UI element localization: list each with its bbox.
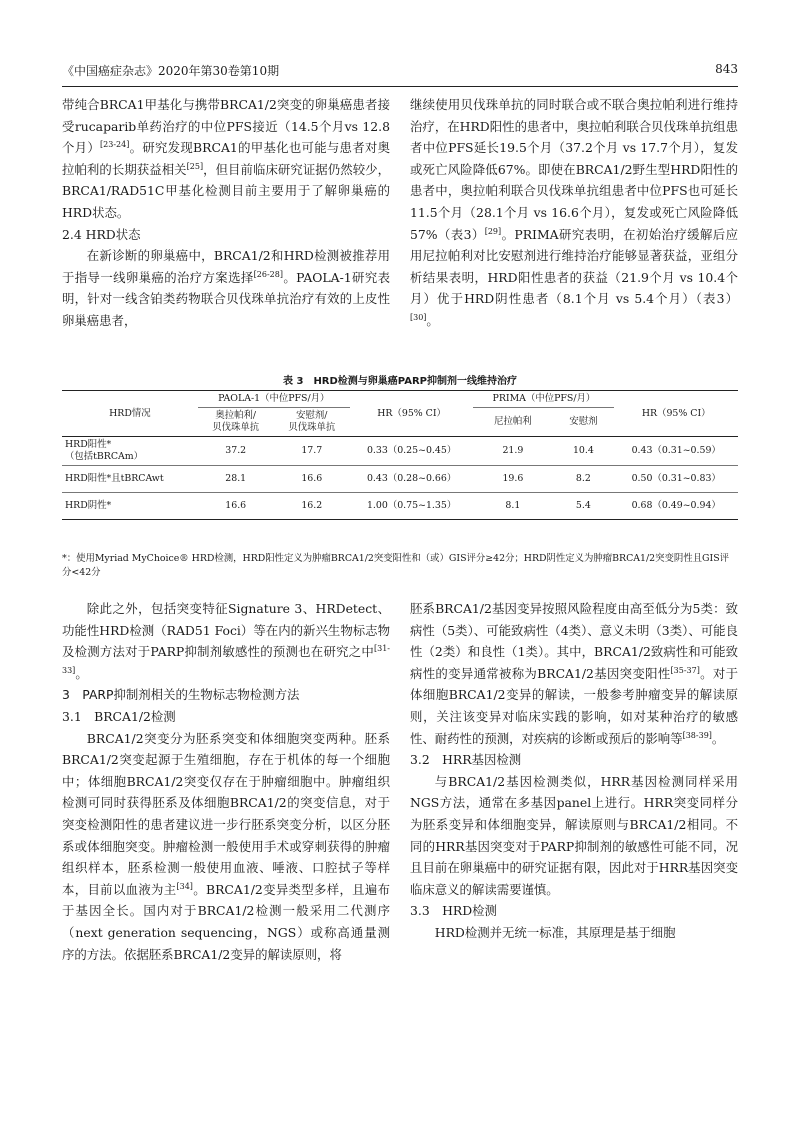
section-heading-3: 3 PARP抑制剂相关的生物标志物检测方法 (62, 687, 300, 703)
paragraph: 带纯合BRCA1甲基化与携带BRCA1/2突变的卵巢癌患者接受rucaparib单药治疗的中位PFS接近（14.5个月vs 12.8个月）[23-24]。研究发现BRCA1的甲基化也可能与患者对奥拉帕利的长期获益相关[25]，但目前临床研究证据仍然较少，BRCA1/RAD51C甲基化检测目前主要用于了解卵巢癌的HRD状态。 (62, 97, 391, 220)
paragraph: 胚系BRCA1/2基因变异按照风险程度由高至低分为5类：致病性（5类）、可能致病性（4类）、意义未明（3类）、可能良性（2类）和良性（1类）。其中，BRCA1/2致病性和可能致病性的变异通常被称为BRCA1/2基因突变阳性[35-37]。对于体细胞BRCA1/2变异的解读，一般参考肿瘤变异的解读原则，关注该变异对临床实践的影响，如对某种治疗的敏感性、耐药性的预测，对疾病的诊断或预后的影响等[38-39]。 (410, 601, 738, 746)
col-header-hr2: HR（95% CI） (614, 391, 738, 437)
group-header-paola: PAOLA-1（中位PFS/月） (198, 391, 350, 408)
col-header-olaparib: 奥拉帕利/ 贝伐珠单抗 (198, 408, 274, 437)
journal-title: 《中国癌症杂志》2020年第30卷第10期 (62, 64, 280, 78)
col-header-hrd: HRD情况 (62, 391, 198, 437)
group-header-prima: PRIMA（中位PFS/月） (473, 391, 614, 408)
left-column-lower (62, 598, 390, 965)
col-header-niraparib: 尼拉帕利 (473, 408, 552, 437)
paragraph: BRCA1/2突变分为胚系突变和体细胞突变两种。胚系BRCA1/2突变起源于生殖细胞，存在于机体的每一个细胞中；体细胞BRCA1/2突变仅存在于肿瘤细胞中。肿瘤组织检测可同时获得胚系及体细胞BRCA1/2的突变信息，对于突变检测阳性的患者建议进一步行胚系突变分析，以区分胚系或体细胞突变。肿瘤检测一般使用手术或穿刺获得的肿瘤组织样本，胚系检测一般使用血液、唾液、口腔拭子等样本，目前以血液为主[34]。BRCA1/2变异类型多样，且遍布于基因全长。国内对于BRCA1/2检测一般采用二代测序（next generation sequencing，NGS）或称高通量测序的方法。依据胚系BRCA1/2变异的解读原则，将 (62, 730, 390, 962)
page-number: 843 (715, 62, 738, 76)
hrd-table (62, 390, 738, 520)
section-heading-3-1: 3.1 BRCA1/2检测 (62, 708, 176, 724)
left-column-upper (62, 94, 390, 332)
paragraph: 除此之外，包括突变特征Signature 3、HRDetect、功能性HRD检测（RAD51 Foci）等在内的新兴生物标志物及检测方法对于PARP抑制剂敏感性的预测也在研究之中[31-33]。 (62, 601, 390, 681)
header-rule (62, 86, 738, 87)
col-header-placebo-prima: 安慰剂 (552, 408, 614, 437)
section-heading-2-4: 2.4 HRD状态 (62, 226, 141, 242)
table-footnote: *：使用Myriad MyChoice® HRD检测，HRD阳性定义为肿瘤BRCA1/2突变阳性和（或）GIS评分≥42分；HRD阴性定义为肿瘤BRCA1/2突变阴性且GIS评分<42分 (62, 553, 730, 578)
right-column-lower (410, 598, 738, 944)
right-column-upper (410, 94, 738, 332)
table-row: HRD阳性* （包括tBRCAm） 37.2 17.7 0.33（0.25~0.45） 21.9 10.4 0.43（0.31~0.59） (62, 437, 738, 466)
table-row: HRD阳性*且tBRCAwt 28.1 16.6 0.43（0.28~0.66） 19.6 8.2 0.50（0.31~0.83） (62, 466, 738, 493)
paragraph: 与BRCA1/2基因检测类似，HRR基因检测同样采用NGS方法，通常在多基因panel上进行。HRR突变同样分为胚系变异和体细胞变异，解读原则与BRCA1/2相同。不同的HRR基因突变对于PARP抑制剂的敏感性可能不同，况且目前在卵巢癌中的研究证据有限，因此对于HRR基因突变临床意义的解读需要谨慎。 (410, 773, 738, 897)
paragraph: HRD检测并无统一标准，其原理是基于细胞 (434, 924, 676, 940)
running-header (62, 62, 738, 82)
paragraph: 在新诊断的卵巢癌中，BRCA1/2和HRD检测被推荐用于指导一线卵巢癌的治疗方案选择[26-28]。PAOLA-1研究表明，针对一线含铂类药物联合贝伐珠单抗治疗有效的上皮性卵巢癌患者， (62, 248, 390, 328)
col-header-placebo-paola: 安慰剂/ 贝伐珠单抗 (274, 408, 350, 437)
section-heading-3-3: 3.3 HRD检测 (410, 903, 497, 919)
table-caption: 表 3 HRD检测与卵巢癌PARP抑制剂一线维持治疗 (283, 376, 517, 387)
section-heading-3-2: 3.2 HRR基因检测 (410, 752, 522, 768)
table-row: HRD阴性* 16.6 16.2 1.00（0.75~1.35） 8.1 5.4 0.68（0.49~0.94） (62, 493, 738, 520)
paragraph: 继续使用贝伐珠单抗的同时联合或不联合奥拉帕利进行维持治疗，在HRD阳性的患者中，奥拉帕利联合贝伐珠单抗组患者中位PFS延长19.5个月（37.2个月 vs 17.7个月），复发或死亡风险降低67%。即使在BRCA1/2野生型HRD阳性的患者中，奥拉帕利联合贝伐珠单抗组患者中位PFS也可延长11.5个月（28.1个月 vs 16.6个月），复发或死亡风险降低57%（表3）[29]。PRIMA研究表明，在初始治疗缓解后应用尼拉帕利对比安慰剂进行维持治疗能够显著获益，亚组分析结果表明，HRD阳性患者的获益（21.9个月 vs 10.4个月）优于HRD阴性患者（8.1个月 vs 5.4个月）（表3）[30]。 (410, 97, 738, 328)
col-header-hr1: HR（95% CI） (350, 391, 474, 437)
